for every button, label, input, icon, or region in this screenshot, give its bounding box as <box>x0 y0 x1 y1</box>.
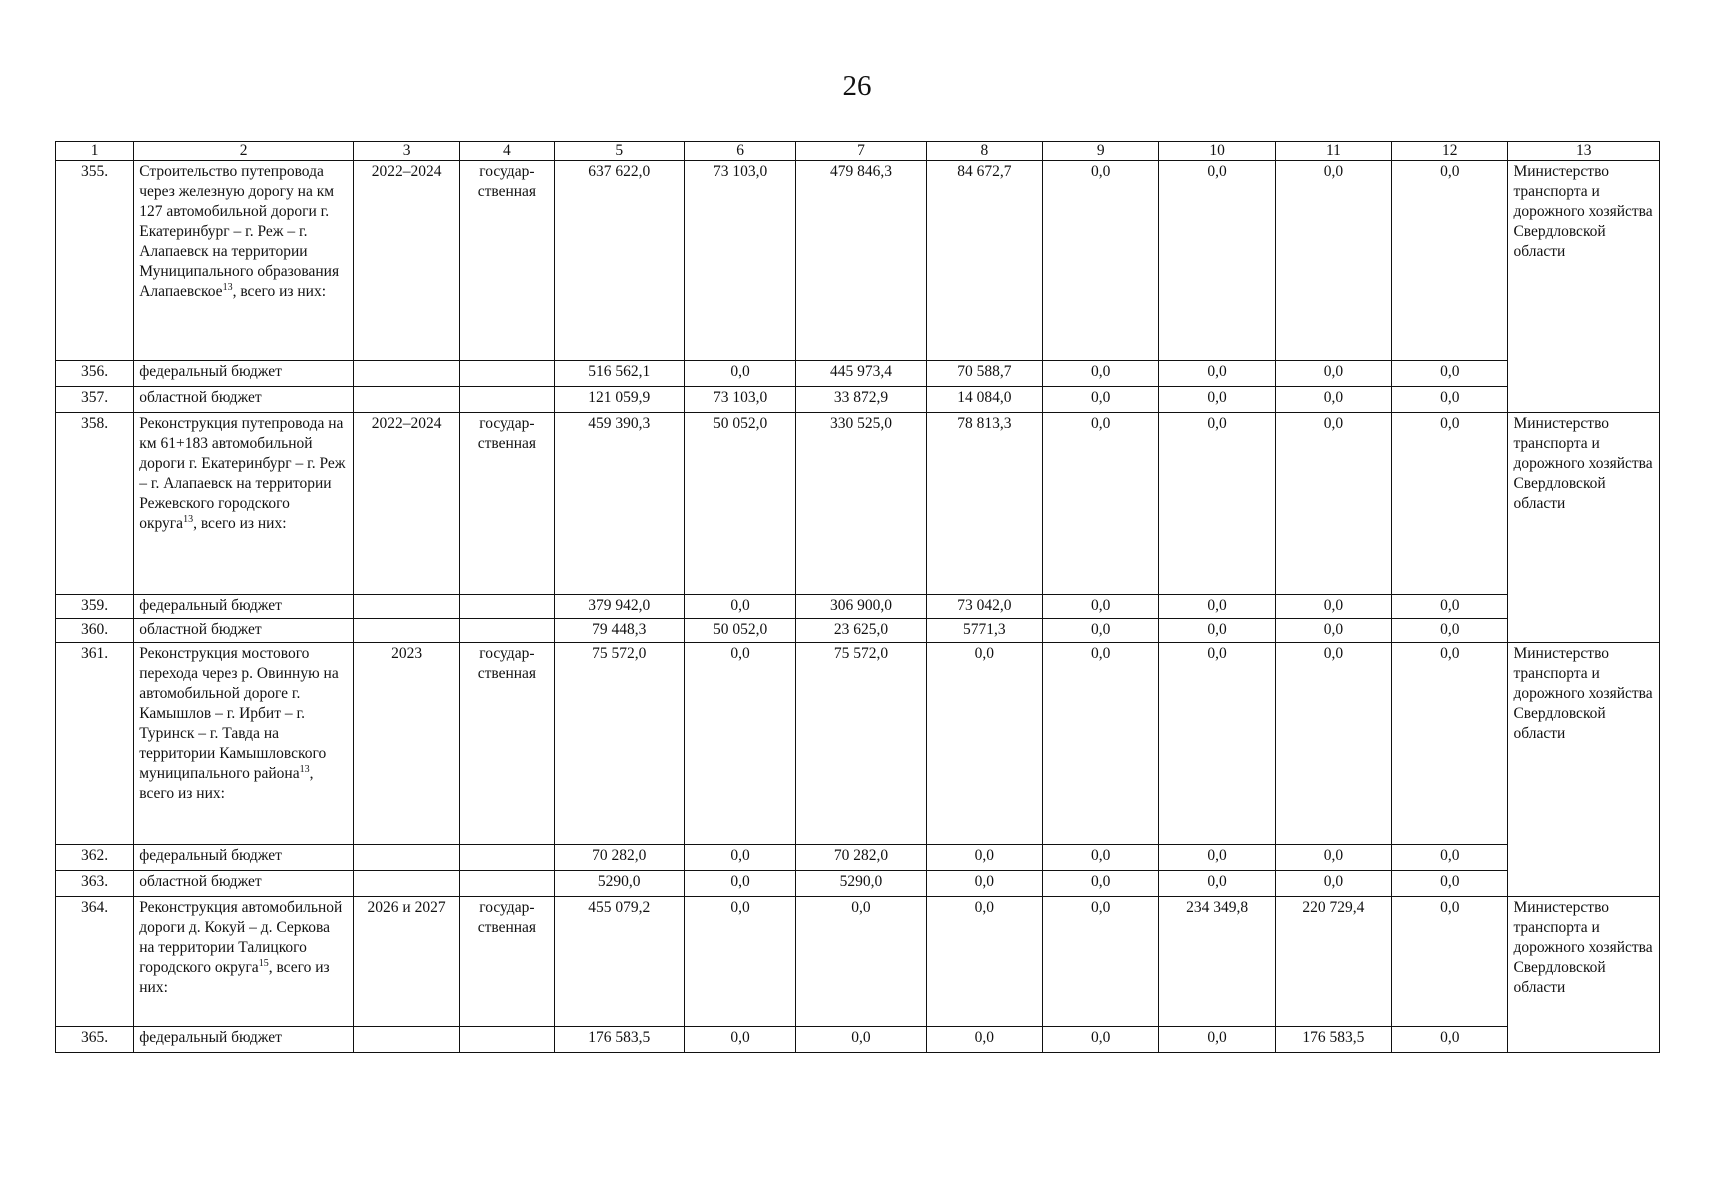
table-row <box>56 413 1660 595</box>
value-col-7: 5290,0 <box>796 871 926 897</box>
budget-table <box>55 141 1660 1053</box>
row-name-text: федеральный бюджет <box>139 847 282 864</box>
value-col-8: 70 588,7 <box>926 361 1042 387</box>
row-responsible: Министерство транспорта и дорожного хозяйства Свердловской области <box>1508 161 1660 413</box>
value-col-7: 306 900,0 <box>796 595 926 619</box>
row-number: 364. <box>56 897 134 1027</box>
table-row <box>56 387 1660 413</box>
row-years <box>353 361 459 387</box>
value-col-11: 0,0 <box>1275 361 1391 387</box>
value-col-9: 0,0 <box>1043 387 1159 413</box>
row-number: 359. <box>56 595 134 619</box>
value-col-10: 0,0 <box>1159 643 1275 845</box>
table-row <box>56 595 1660 619</box>
row-type <box>460 361 554 387</box>
row-name <box>134 1027 354 1053</box>
value-col-11: 0,0 <box>1275 643 1391 845</box>
row-name <box>134 643 354 845</box>
table-row <box>56 897 1660 1027</box>
column-header-9: 9 <box>1043 142 1159 161</box>
value-col-11: 0,0 <box>1275 595 1391 619</box>
row-type <box>460 387 554 413</box>
row-name-text: Реконструкция мостового перехода через р. Овинную на автомобильной дороге г. Камышлов – г. Ирбит – г. Туринск – г. Тавда на территории Камышловского муниципального района <box>139 645 339 782</box>
value-col-12: 0,0 <box>1392 619 1508 643</box>
row-name <box>134 361 354 387</box>
column-header-4: 4 <box>460 142 554 161</box>
row-responsible: Министерство транспорта и дорожного хозяйства Свердловской области <box>1508 643 1660 897</box>
row-name <box>134 595 354 619</box>
value-col-9: 0,0 <box>1043 619 1159 643</box>
row-years: 2022–2024 <box>353 413 459 595</box>
row-responsible: Министерство транспорта и дорожного хозяйства Свердловской области <box>1508 897 1660 1053</box>
value-col-6: 50 052,0 <box>684 619 795 643</box>
value-col-8: 0,0 <box>926 643 1042 845</box>
value-col-8: 78 813,3 <box>926 413 1042 595</box>
value-col-7: 330 525,0 <box>796 413 926 595</box>
row-type: государ-ственная <box>460 413 554 595</box>
row-name-text: федеральный бюджет <box>139 597 282 614</box>
value-col-10: 0,0 <box>1159 619 1275 643</box>
row-name-text: Реконструкция автомобильной дороги д. Кокуй – д. Серкова на территории Талицкого городского округа <box>139 899 343 976</box>
column-header-7: 7 <box>796 142 926 161</box>
value-col-5: 121 059,9 <box>554 387 684 413</box>
value-col-9: 0,0 <box>1043 897 1159 1027</box>
column-header-6: 6 <box>684 142 795 161</box>
value-col-9: 0,0 <box>1043 845 1159 871</box>
row-number: 356. <box>56 361 134 387</box>
row-name-suffix: , всего из них: <box>139 765 314 802</box>
value-col-12: 0,0 <box>1392 413 1508 595</box>
value-col-8: 0,0 <box>926 845 1042 871</box>
row-number: 360. <box>56 619 134 643</box>
table-row <box>56 845 1660 871</box>
value-col-8: 0,0 <box>926 897 1042 1027</box>
value-col-9: 0,0 <box>1043 413 1159 595</box>
row-name-suffix: , всего из них: <box>139 959 330 996</box>
row-name-suffix: , всего из них: <box>232 283 327 300</box>
value-col-11: 220 729,4 <box>1275 897 1391 1027</box>
value-col-6: 50 052,0 <box>684 413 795 595</box>
value-col-11: 0,0 <box>1275 619 1391 643</box>
value-col-9: 0,0 <box>1043 1027 1159 1053</box>
value-col-6: 0,0 <box>684 643 795 845</box>
row-years <box>353 619 459 643</box>
table-row <box>56 619 1660 643</box>
column-header-11: 11 <box>1275 142 1391 161</box>
value-col-7: 23 625,0 <box>796 619 926 643</box>
row-years <box>353 387 459 413</box>
value-col-9: 0,0 <box>1043 361 1159 387</box>
value-col-10: 0,0 <box>1159 161 1275 361</box>
value-col-5: 75 572,0 <box>554 643 684 845</box>
value-col-6: 0,0 <box>684 595 795 619</box>
row-name-text: областной бюджет <box>139 621 262 638</box>
value-col-11: 0,0 <box>1275 413 1391 595</box>
row-name <box>134 619 354 643</box>
value-col-8: 73 042,0 <box>926 595 1042 619</box>
row-type: государ-ственная <box>460 161 554 361</box>
value-col-12: 0,0 <box>1392 845 1508 871</box>
value-col-9: 0,0 <box>1043 595 1159 619</box>
value-col-12: 0,0 <box>1392 161 1508 361</box>
row-name <box>134 413 354 595</box>
row-number: 365. <box>56 1027 134 1053</box>
value-col-9: 0,0 <box>1043 643 1159 845</box>
row-name-text: Строительство путепровода через железную дорогу на км 127 автомобильной дороги г. Екатеринбург – г. Реж – г. Алапаевск на территории Муниципального образования Алапаевское <box>139 163 340 300</box>
value-col-12: 0,0 <box>1392 361 1508 387</box>
row-name-text: федеральный бюджет <box>139 363 282 380</box>
value-col-7: 33 872,9 <box>796 387 926 413</box>
value-col-8: 5771,3 <box>926 619 1042 643</box>
row-name <box>134 897 354 1027</box>
value-col-12: 0,0 <box>1392 871 1508 897</box>
value-col-10: 0,0 <box>1159 871 1275 897</box>
value-col-12: 0,0 <box>1392 1027 1508 1053</box>
value-col-8: 14 084,0 <box>926 387 1042 413</box>
value-col-11: 0,0 <box>1275 845 1391 871</box>
column-header-5: 5 <box>554 142 684 161</box>
value-col-6: 73 103,0 <box>684 161 795 361</box>
row-years <box>353 845 459 871</box>
row-years <box>353 595 459 619</box>
row-name <box>134 161 354 361</box>
column-header-2: 2 <box>134 142 354 161</box>
column-header-10: 10 <box>1159 142 1275 161</box>
column-header-1: 1 <box>56 142 134 161</box>
value-col-5: 455 079,2 <box>554 897 684 1027</box>
row-number: 362. <box>56 845 134 871</box>
value-col-10: 0,0 <box>1159 361 1275 387</box>
row-name-text: областной бюджет <box>139 873 262 890</box>
row-years <box>353 1027 459 1053</box>
table-row <box>56 871 1660 897</box>
value-col-8: 84 672,7 <box>926 161 1042 361</box>
row-responsible: Министерство транспорта и дорожного хозяйства Свердловской области <box>1508 413 1660 643</box>
value-col-9: 0,0 <box>1043 161 1159 361</box>
value-col-7: 445 973,4 <box>796 361 926 387</box>
value-col-7: 479 846,3 <box>796 161 926 361</box>
footnote-ref: 13 <box>183 513 194 525</box>
value-col-6: 0,0 <box>684 1027 795 1053</box>
table-row <box>56 1027 1660 1053</box>
row-name <box>134 871 354 897</box>
column-header-8: 8 <box>926 142 1042 161</box>
row-type: государ-ственная <box>460 897 554 1027</box>
row-name-text: областной бюджет <box>139 389 262 406</box>
value-col-10: 0,0 <box>1159 1027 1275 1053</box>
value-col-6: 0,0 <box>684 897 795 1027</box>
value-col-7: 0,0 <box>796 897 926 1027</box>
row-years: 2026 и 2027 <box>353 897 459 1027</box>
row-type <box>460 845 554 871</box>
footnote-ref: 13 <box>299 763 310 775</box>
value-col-7: 0,0 <box>796 1027 926 1053</box>
value-col-5: 459 390,3 <box>554 413 684 595</box>
row-name <box>134 387 354 413</box>
value-col-5: 379 942,0 <box>554 595 684 619</box>
row-name <box>134 845 354 871</box>
value-col-7: 70 282,0 <box>796 845 926 871</box>
value-col-6: 0,0 <box>684 845 795 871</box>
table-row <box>56 643 1660 845</box>
value-col-9: 0,0 <box>1043 871 1159 897</box>
row-name-text: Реконструкция путепровода на км 61+183 автомобильной дороги г. Екатеринбург – г. Реж – г. Алапаевск на территории Режевского городского округа <box>139 415 346 532</box>
value-col-12: 0,0 <box>1392 897 1508 1027</box>
table-row <box>56 161 1660 361</box>
page-number: 26 <box>842 70 872 102</box>
row-number: 363. <box>56 871 134 897</box>
value-col-7: 75 572,0 <box>796 643 926 845</box>
value-col-12: 0,0 <box>1392 387 1508 413</box>
value-col-8: 0,0 <box>926 1027 1042 1053</box>
value-col-5: 637 622,0 <box>554 161 684 361</box>
value-col-10: 0,0 <box>1159 387 1275 413</box>
row-type <box>460 619 554 643</box>
row-type <box>460 871 554 897</box>
value-col-12: 0,0 <box>1392 643 1508 845</box>
row-years <box>353 871 459 897</box>
row-type <box>460 1027 554 1053</box>
value-col-10: 234 349,8 <box>1159 897 1275 1027</box>
value-col-5: 70 282,0 <box>554 845 684 871</box>
column-header-12: 12 <box>1392 142 1508 161</box>
value-col-5: 176 583,5 <box>554 1027 684 1053</box>
value-col-8: 0,0 <box>926 871 1042 897</box>
row-number: 357. <box>56 387 134 413</box>
value-col-11: 176 583,5 <box>1275 1027 1391 1053</box>
row-years: 2022–2024 <box>353 161 459 361</box>
column-header-13: 13 <box>1508 142 1660 161</box>
value-col-10: 0,0 <box>1159 595 1275 619</box>
row-name-suffix: , всего из них: <box>193 515 287 532</box>
row-number: 361. <box>56 643 134 845</box>
value-col-12: 0,0 <box>1392 595 1508 619</box>
value-col-5: 79 448,3 <box>554 619 684 643</box>
value-col-11: 0,0 <box>1275 387 1391 413</box>
value-col-5: 5290,0 <box>554 871 684 897</box>
row-number: 358. <box>56 413 134 595</box>
value-col-10: 0,0 <box>1159 845 1275 871</box>
footnote-ref: 15 <box>258 957 269 969</box>
value-col-5: 516 562,1 <box>554 361 684 387</box>
value-col-6: 0,0 <box>684 361 795 387</box>
row-number: 355. <box>56 161 134 361</box>
row-type <box>460 595 554 619</box>
row-name-text: федеральный бюджет <box>139 1029 282 1046</box>
value-col-10: 0,0 <box>1159 413 1275 595</box>
header-row <box>56 142 1660 161</box>
row-years: 2023 <box>353 643 459 845</box>
value-col-6: 0,0 <box>684 871 795 897</box>
column-header-3: 3 <box>353 142 459 161</box>
row-type: государ-ственная <box>460 643 554 845</box>
value-col-11: 0,0 <box>1275 871 1391 897</box>
table-row <box>56 361 1660 387</box>
value-col-11: 0,0 <box>1275 161 1391 361</box>
value-col-6: 73 103,0 <box>684 387 795 413</box>
footnote-ref: 13 <box>222 281 233 293</box>
